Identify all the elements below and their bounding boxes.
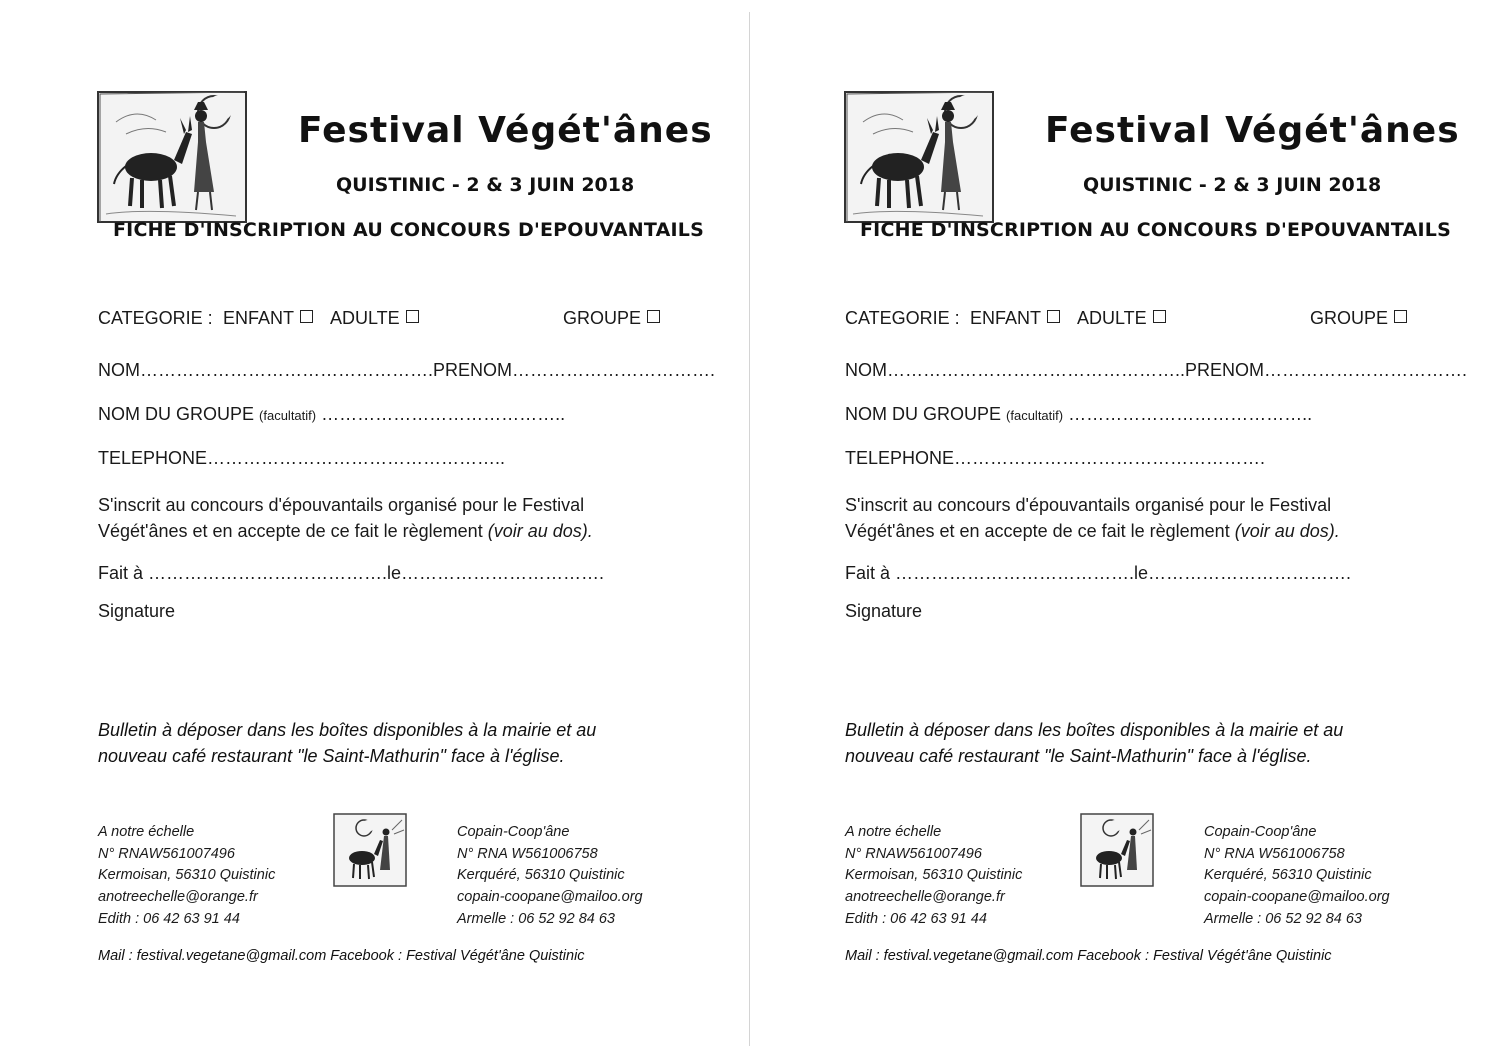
festival-date: QUISTINIC - 2 & 3 JUIN 2018 xyxy=(1083,174,1382,196)
checkbox-adulte[interactable] xyxy=(1153,310,1166,323)
org-line: Kerquéré, 56310 Quistinic xyxy=(457,867,625,884)
category-enfant[interactable] xyxy=(970,308,1060,329)
org-line: anotreechelle@orange.fr xyxy=(98,889,258,906)
donkey-logo-icon xyxy=(1077,810,1157,890)
registration-form-right xyxy=(747,0,1487,1058)
festival-title: Festival Végét'ânes xyxy=(1045,110,1460,151)
org-copain-coopane xyxy=(457,822,643,931)
signature-label: Signature xyxy=(845,601,923,621)
org-line: copain-coopane@mailoo.org xyxy=(457,889,643,906)
category-enfant[interactable] xyxy=(223,308,313,329)
telephone-line[interactable]: TELEPHONE………………………………………….. xyxy=(98,448,506,468)
deposit-note: Bulletin à déposer dans les boîtes disponibles à la mairie et au nouveau café restaurant "le Saint-Mathurin" face à l'église. xyxy=(845,720,1344,766)
nom-prenom-line[interactable]: NOM…………………………………………..PRENOM……………………………. xyxy=(845,360,1468,380)
contact-line: Mail : festival.vegetane@gmail.com Facebook : Festival Végét'âne Quistinic xyxy=(845,948,1332,964)
org-line: Copain-Coop'âne xyxy=(457,824,570,840)
form-heading: FICHE D'INSCRIPTION AU CONCOURS D'EPOUVANTAILS xyxy=(113,219,704,241)
category-option-label: ADULTE xyxy=(330,308,400,328)
registration-form-left xyxy=(0,0,740,1058)
category-label: CATEGORIE : xyxy=(845,308,960,328)
checkbox-groupe[interactable] xyxy=(1394,310,1407,323)
org-line: Armelle : 06 52 92 84 63 xyxy=(1204,910,1362,927)
org-line: Armelle : 06 52 92 84 63 xyxy=(457,910,615,927)
signature-label: Signature xyxy=(98,601,176,621)
category-groupe[interactable] xyxy=(563,308,660,329)
form-heading: FICHE D'INSCRIPTION AU CONCOURS D'EPOUVANTAILS xyxy=(860,219,1451,241)
fait-a-line[interactable]: Fait à ………………………………….le……………………………. xyxy=(98,563,605,583)
org-line: A notre échelle xyxy=(98,824,195,840)
org-line: anotreechelle@orange.fr xyxy=(845,889,1005,906)
category-option-label: ADULTE xyxy=(1077,308,1147,328)
donkey-scarecrow-illustration xyxy=(86,82,254,228)
org-line: A notre échelle xyxy=(845,824,942,840)
org-line: Edith : 06 42 63 91 44 xyxy=(98,910,240,927)
statement-paragraph xyxy=(845,492,1405,544)
org-line: Edith : 06 42 63 91 44 xyxy=(845,910,987,927)
org-line: Kermoisan, 56310 Quistinic xyxy=(98,867,276,884)
statement-text: S'inscrit au concours d'épouvantails organisé pour le Festival Végét'ânes et en accepte de ce fait le règlement xyxy=(845,495,1332,541)
org-a-notre-echelle xyxy=(98,822,275,931)
checkbox-enfant[interactable] xyxy=(300,310,313,323)
statement-note: (voir au dos). xyxy=(487,521,593,541)
statement-note: (voir au dos). xyxy=(1234,521,1340,541)
group-name-dots: ………………………………….. xyxy=(321,404,566,424)
group-name-dots: ………………………………….. xyxy=(1068,404,1313,424)
category-option-label: ENFANT xyxy=(223,308,295,328)
contact-line: Mail : festival.vegetane@gmail.com Facebook : Festival Végét'âne Quistinic xyxy=(98,948,585,964)
org-line: copain-coopane@mailoo.org xyxy=(1204,889,1390,906)
org-line: N° RNAW561007496 xyxy=(845,845,982,862)
org-a-notre-echelle xyxy=(845,822,1022,931)
category-label: CATEGORIE : xyxy=(98,308,213,328)
statement-text: S'inscrit au concours d'épouvantails organisé pour le Festival Végét'ânes et en accepte de ce fait le règlement xyxy=(98,495,585,541)
org-line: N° RNA W561006758 xyxy=(457,845,598,862)
nom-prenom-line[interactable]: NOM………………………………………….PRENOM……………………………. xyxy=(98,360,716,380)
group-name-label: NOM DU GROUPE xyxy=(845,404,1002,424)
group-name-line[interactable] xyxy=(845,404,1312,425)
org-line: N° RNA W561006758 xyxy=(1204,845,1345,862)
donkey-scarecrow-illustration xyxy=(833,82,1001,228)
category-adulte[interactable] xyxy=(330,308,419,329)
group-name-line[interactable] xyxy=(98,404,565,425)
deposit-note: Bulletin à déposer dans les boîtes disponibles à la mairie et au nouveau café restaurant "le Saint-Mathurin" face à l'église. xyxy=(98,720,597,766)
checkbox-groupe[interactable] xyxy=(647,310,660,323)
category-adulte[interactable] xyxy=(1077,308,1166,329)
group-name-hint: (facultatif) xyxy=(1006,408,1064,423)
festival-date: QUISTINIC - 2 & 3 JUIN 2018 xyxy=(336,174,635,196)
fait-a-line[interactable]: Fait à ………………………………….le……………………………. xyxy=(845,563,1352,583)
category-option-label: GROUPE xyxy=(563,308,642,328)
org-line: N° RNAW561007496 xyxy=(98,845,235,862)
statement-paragraph xyxy=(98,492,658,544)
checkbox-adulte[interactable] xyxy=(406,310,419,323)
group-name-label: NOM DU GROUPE xyxy=(98,404,255,424)
category-option-label: GROUPE xyxy=(1310,308,1389,328)
org-line: Kermoisan, 56310 Quistinic xyxy=(845,867,1023,884)
donkey-logo-icon xyxy=(330,810,410,890)
festival-title: Festival Végét'ânes xyxy=(298,110,713,151)
group-name-hint: (facultatif) xyxy=(259,408,317,423)
category-option-label: ENFANT xyxy=(970,308,1042,328)
telephone-line[interactable]: TELEPHONE……………………………………………. xyxy=(845,448,1266,468)
org-copain-coopane xyxy=(1204,822,1390,931)
org-line: Kerquéré, 56310 Quistinic xyxy=(1204,867,1372,884)
checkbox-enfant[interactable] xyxy=(1047,310,1060,323)
category-groupe[interactable] xyxy=(1310,308,1407,329)
org-line: Copain-Coop'âne xyxy=(1204,824,1317,840)
